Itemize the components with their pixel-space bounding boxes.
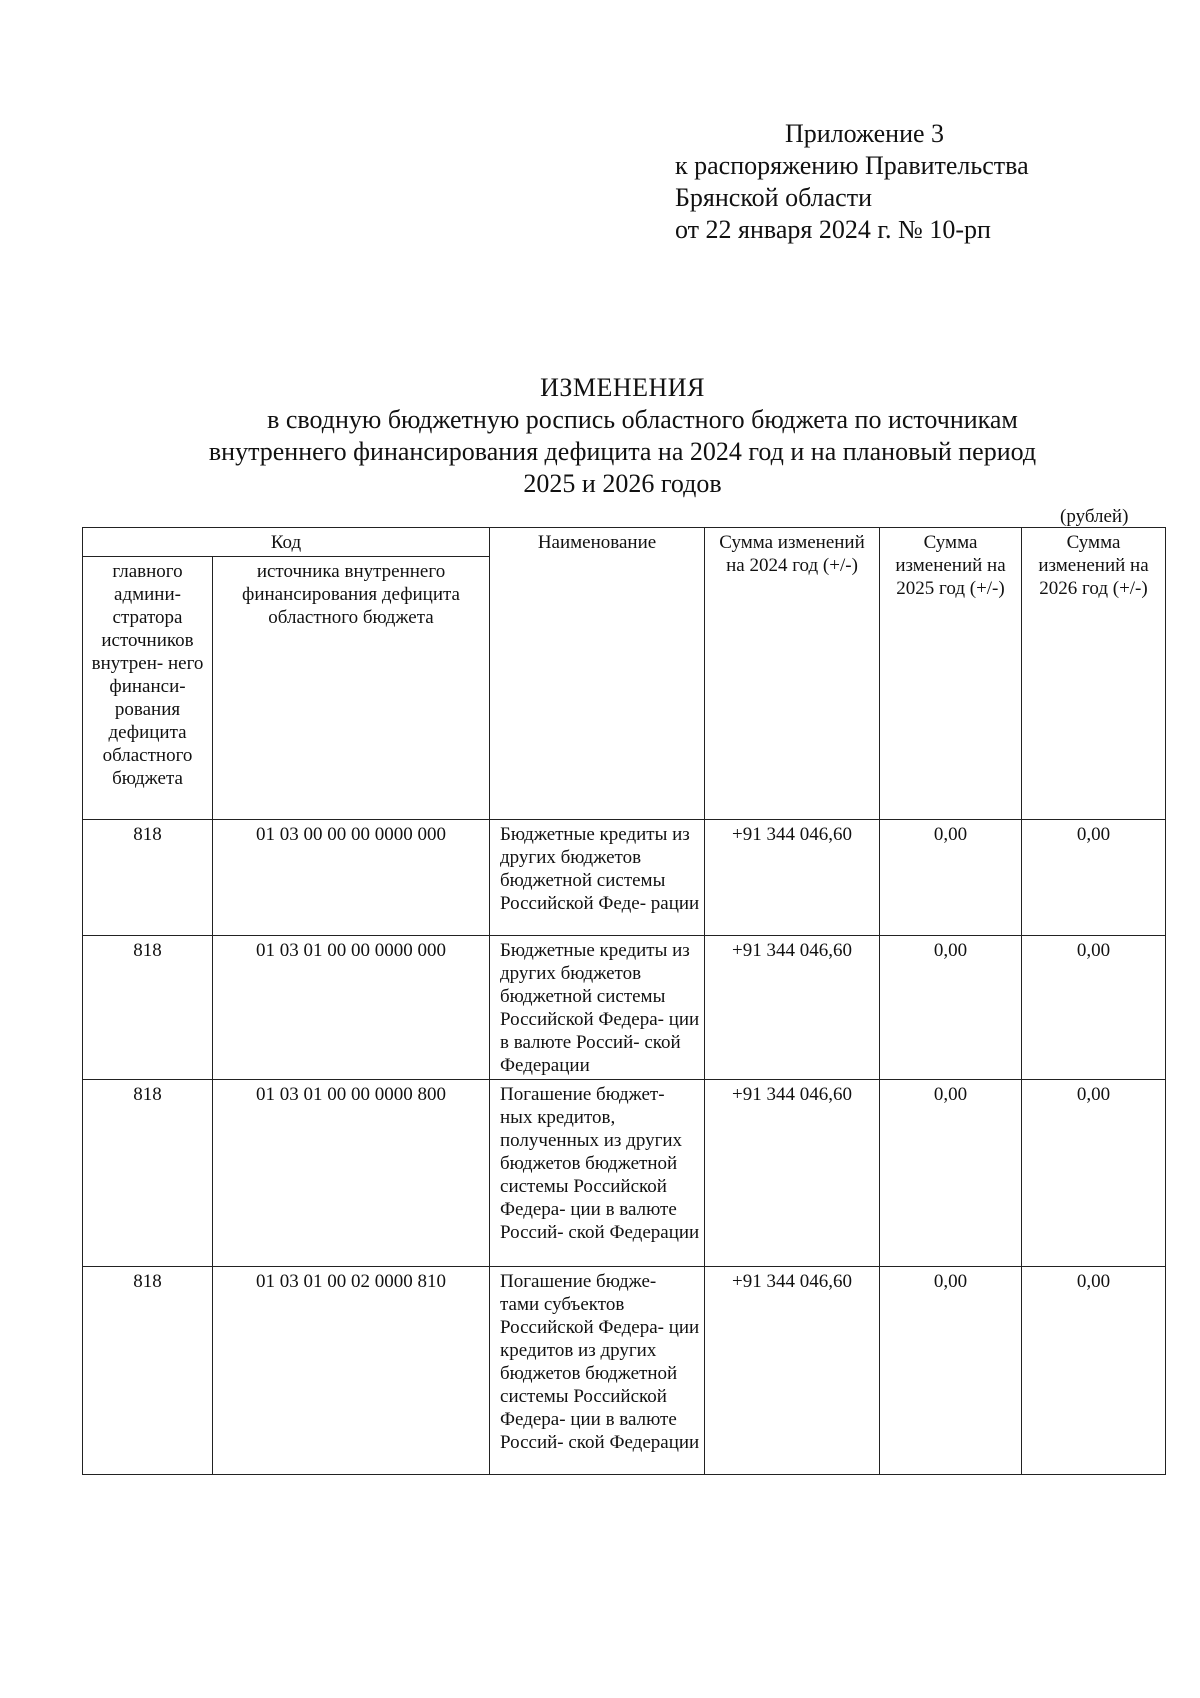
table-row <box>83 1080 1166 1267</box>
document-title <box>80 372 1165 500</box>
cell-sum-2024: +91 344 046,60 <box>705 1267 880 1475</box>
cell-source: 01 03 01 00 00 0000 800 <box>213 1080 490 1267</box>
cell-sum-2024: +91 344 046,60 <box>705 1080 880 1267</box>
appendix-date-number: от 22 января 2024 г. № 10-рп <box>675 215 991 244</box>
cell-sum-2024: +91 344 046,60 <box>705 936 880 1080</box>
table-row <box>83 820 1166 936</box>
cell-source: 01 03 01 00 00 0000 000 <box>213 936 490 1080</box>
appendix-block <box>675 118 1029 246</box>
cell-source: 01 03 01 00 02 0000 810 <box>213 1267 490 1475</box>
appendix-number: Приложение 3 <box>785 119 945 148</box>
cell-name: Погашение бюдже- тами субъектов Российской Федера- ции кредитов из других бюджетов бюджетной системы Российской Федера- ции в валюте Россий- ской Федерации <box>490 1267 705 1475</box>
header-code: Код <box>83 528 490 557</box>
units-label: (рублей) <box>1060 506 1129 527</box>
cell-admin: 818 <box>83 1080 213 1267</box>
table-header-row <box>83 528 1166 557</box>
cell-sum-2024: +91 344 046,60 <box>705 820 880 936</box>
cell-sum-2025: 0,00 <box>880 1080 1022 1267</box>
cell-admin: 818 <box>83 1267 213 1475</box>
cell-sum-2026: 0,00 <box>1022 936 1166 1080</box>
appendix-order-ref: к распоряжению Правительства <box>675 151 1029 180</box>
header-sum-2024: Сумма изменений на 2024 год (+/-) <box>705 528 880 820</box>
header-admin: главного админи- стратора источников внутрен- него финанси- рования дефицита областного бюджета <box>83 557 213 820</box>
header-name: Наименование <box>490 528 705 820</box>
cell-name: Бюджетные кредиты из других бюджетов бюджетной системы Российской Феде- рации <box>490 820 705 936</box>
header-sum-2025: Сумма изменений на 2025 год (+/-) <box>880 528 1022 820</box>
cell-name: Бюджетные кредиты из других бюджетов бюджетной системы Российской Федера- ции в валюте Россий- ской Федерации <box>490 936 705 1080</box>
cell-admin: 818 <box>83 820 213 936</box>
cell-name: Погашение бюджет- ных кредитов, полученных из других бюджетов бюджетной системы Российской Федера- ции в валюте Россий- ской Федерации <box>490 1080 705 1267</box>
cell-sum-2025: 0,00 <box>880 820 1022 936</box>
cell-sum-2026: 0,00 <box>1022 820 1166 936</box>
cell-sum-2025: 0,00 <box>880 1267 1022 1475</box>
appendix-region: Брянской области <box>675 183 872 212</box>
cell-sum-2025: 0,00 <box>880 936 1022 1080</box>
table-row <box>83 936 1166 1080</box>
budget-changes-table <box>82 527 1166 1475</box>
table-row <box>83 1267 1166 1475</box>
title-line-1: в сводную бюджетную роспись областного бюджета по источникам <box>267 405 1018 434</box>
header-sum-2026: Сумма изменений на 2026 год (+/-) <box>1022 528 1166 820</box>
title-line-3: 2025 и 2026 годов <box>523 469 722 498</box>
cell-sum-2026: 0,00 <box>1022 1267 1166 1475</box>
cell-sum-2026: 0,00 <box>1022 1080 1166 1267</box>
title-line-2: внутреннего финансирования дефицита на 2024 год и на плановый период <box>208 437 1037 466</box>
cell-admin: 818 <box>83 936 213 1080</box>
header-source: источника внутреннего финансирования дефицита областного бюджета <box>213 557 490 820</box>
title-heading: ИЗМЕНЕНИЯ <box>540 373 705 402</box>
cell-source: 01 03 00 00 00 0000 000 <box>213 820 490 936</box>
